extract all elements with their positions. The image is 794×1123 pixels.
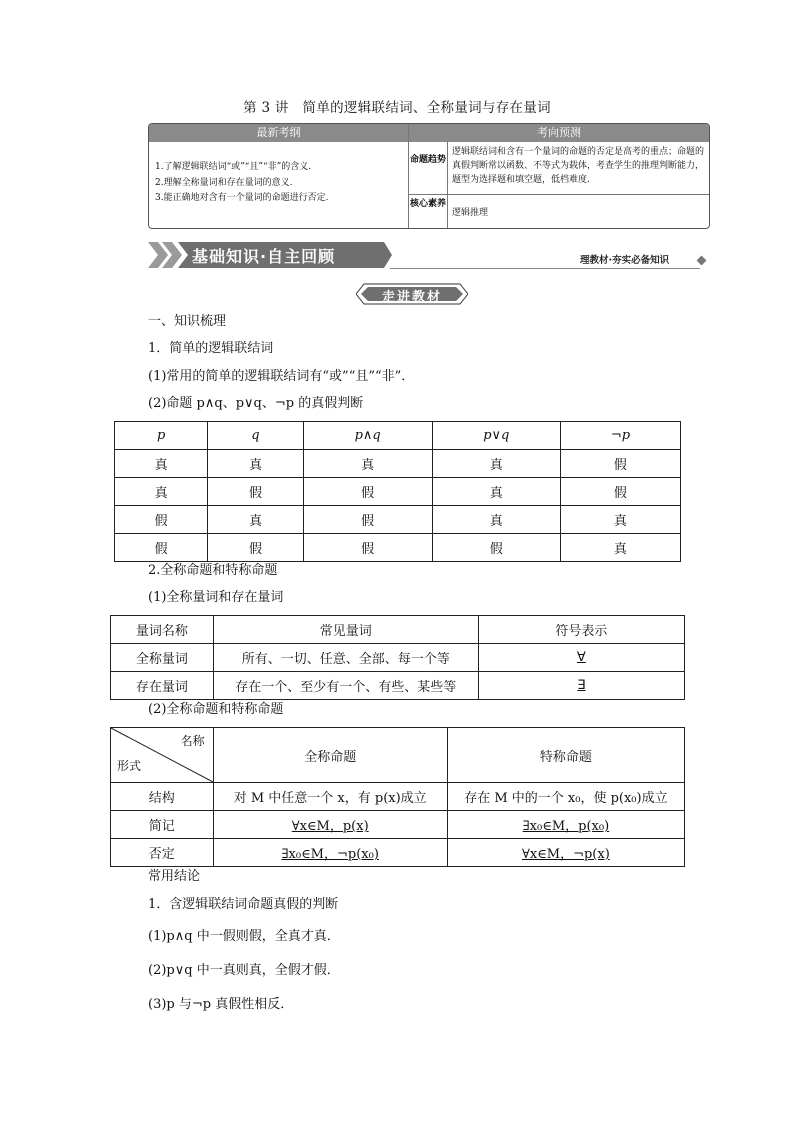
heading-conclusion: 常用结论 <box>148 869 201 884</box>
table-header-row <box>115 422 681 450</box>
table-cell: 假 <box>208 478 303 506</box>
table-header-row <box>111 616 685 644</box>
table-cell: ∀x∈M，p(x) <box>213 811 447 839</box>
table-cell: 存在量词 <box>111 672 214 700</box>
table-header: 量词名称 <box>111 616 214 644</box>
table-row <box>115 478 681 506</box>
table-cell: 真 <box>560 506 680 534</box>
heading-knowledge: 一、知识梳理 <box>148 314 227 329</box>
table-row <box>111 644 685 672</box>
divider <box>408 124 409 228</box>
table-cell: 存在 M 中的一个 x₀，使 p(x₀)成立 <box>447 783 684 811</box>
diamond-icon <box>697 256 707 266</box>
table-cell: 真 <box>432 506 560 534</box>
table-cell: 简记 <box>111 811 214 839</box>
corner-name-label: 名称 <box>180 734 205 748</box>
table-header: 常见量词 <box>213 616 478 644</box>
quantifier-table <box>110 615 685 700</box>
paragraph: (2)全称命题和特称命题 <box>148 702 284 717</box>
truth-table <box>114 421 681 562</box>
table-row <box>115 534 681 562</box>
table-cell: 假 <box>115 506 208 534</box>
sub-banner <box>356 282 468 306</box>
table-cell: 对 M 中任意一个 x，有 p(x)成立 <box>213 783 447 811</box>
latest-outline-header: 最新考纲 <box>149 124 408 142</box>
table-cell: 假 <box>303 506 432 534</box>
table-header: q <box>208 422 303 450</box>
table-cell: 真 <box>208 450 303 478</box>
table-cell: 假 <box>560 450 680 478</box>
trend-text: 逻辑联结词和含有一个量词的命题的否定是高考的重点；命题的真假判断常以函数、不等式为载体，考查学生的推理判断能力，题型为选择题和填空题，低档难度. <box>452 147 705 185</box>
proposition-table <box>110 727 685 867</box>
table-cell: 真 <box>432 450 560 478</box>
table-header: p <box>115 422 208 450</box>
table-header: 符号表示 <box>478 616 684 644</box>
table-row <box>111 672 685 700</box>
heading-connective-judgement: 1．含逻辑联结词命题真假的判断 <box>148 897 339 912</box>
table-cell: 假 <box>115 534 208 562</box>
table-cell: 存在一个、至少有一个、有些、某些等 <box>213 672 478 700</box>
outline-item: 1.了解逻辑联结词“或”“且”“非”的含义. <box>155 162 312 172</box>
section-banner <box>148 240 392 270</box>
table-cell: 真 <box>303 450 432 478</box>
table-row <box>115 450 681 478</box>
literacy-text: 逻辑推理 <box>452 208 489 218</box>
table-cell: ∃ <box>478 672 684 700</box>
table-cell: ∀ <box>478 644 684 672</box>
table-cell: 假 <box>303 478 432 506</box>
divider <box>390 268 700 269</box>
table-cell: 假 <box>208 534 303 562</box>
table-header-row <box>111 728 685 783</box>
table-row <box>111 811 685 839</box>
table-cell: 所有、一切、任意、全部、每一个等 <box>213 644 478 672</box>
table-row <box>111 783 685 811</box>
sub-banner-title: 走进教材 <box>381 290 442 305</box>
table-cell: 真 <box>208 506 303 534</box>
table-cell: 假 <box>432 534 560 562</box>
table-cell: ∀x∈M，¬p(x) <box>447 839 684 867</box>
table-header: 特称命题 <box>447 728 684 783</box>
literacy-tag: 核心素养 <box>410 199 447 209</box>
table-cell: ∃x₀∈M，p(x₀) <box>447 811 684 839</box>
banner-subtitle: 理教材·夯实必备知识 <box>580 255 670 266</box>
divider <box>447 142 448 228</box>
table-row <box>115 506 681 534</box>
table-cell: 全称量词 <box>111 644 214 672</box>
outline-list <box>155 160 405 207</box>
table-row <box>111 839 685 867</box>
table-cell: 真 <box>115 478 208 506</box>
page-title: 第 3 讲 简单的逻辑联结词、全称量词与存在量词 <box>243 100 551 116</box>
table-header: p∨q <box>432 422 560 450</box>
table-cell: 真 <box>115 450 208 478</box>
outline-item: 3.能正确地对含有一个量词的命题进行否定. <box>155 193 329 203</box>
table-cell: 否定 <box>111 839 214 867</box>
table-header: ¬p <box>560 422 680 450</box>
paragraph: (1)常用的简单的逻辑联结词有“或”“且”“非”． <box>148 369 415 384</box>
table-cell: ∃x₀∈M，¬p(x₀) <box>213 839 447 867</box>
corner-form-label: 形式 <box>117 759 142 773</box>
table-header: 全称命题 <box>213 728 447 783</box>
exam-outline-box <box>148 123 710 229</box>
table-cell: 真 <box>432 478 560 506</box>
paragraph: (1)全称量词和存在量词 <box>148 590 284 605</box>
paragraph: (2)p∨q 中一真则真，全假才假． <box>148 963 340 978</box>
table-corner-cell <box>111 728 214 783</box>
table-cell: 真 <box>560 534 680 562</box>
table-cell: 结构 <box>111 783 214 811</box>
table-cell: 假 <box>303 534 432 562</box>
heading-quantified: 2.全称命题和特称命题 <box>148 563 278 578</box>
heading-connectives: 1．简单的逻辑联结词 <box>148 341 274 356</box>
trend-tag: 命题趋势 <box>410 155 447 165</box>
table-cell: 假 <box>560 478 680 506</box>
table-header: p∧q <box>303 422 432 450</box>
paragraph: (1)p∧q 中一假则假，全真才真． <box>148 929 340 944</box>
banner-title: 基础知识·自主回顾 <box>192 247 336 266</box>
paragraph: (3)p 与¬p 真假性相反． <box>148 997 294 1012</box>
outline-item: 2.理解全称量词和存在量词的意义. <box>155 177 293 188</box>
divider <box>409 194 709 195</box>
paragraph: (2)命题 p∧q、p∨q、¬p 的真假判断 <box>148 396 364 411</box>
exam-forecast-header: 考向预测 <box>409 124 709 142</box>
